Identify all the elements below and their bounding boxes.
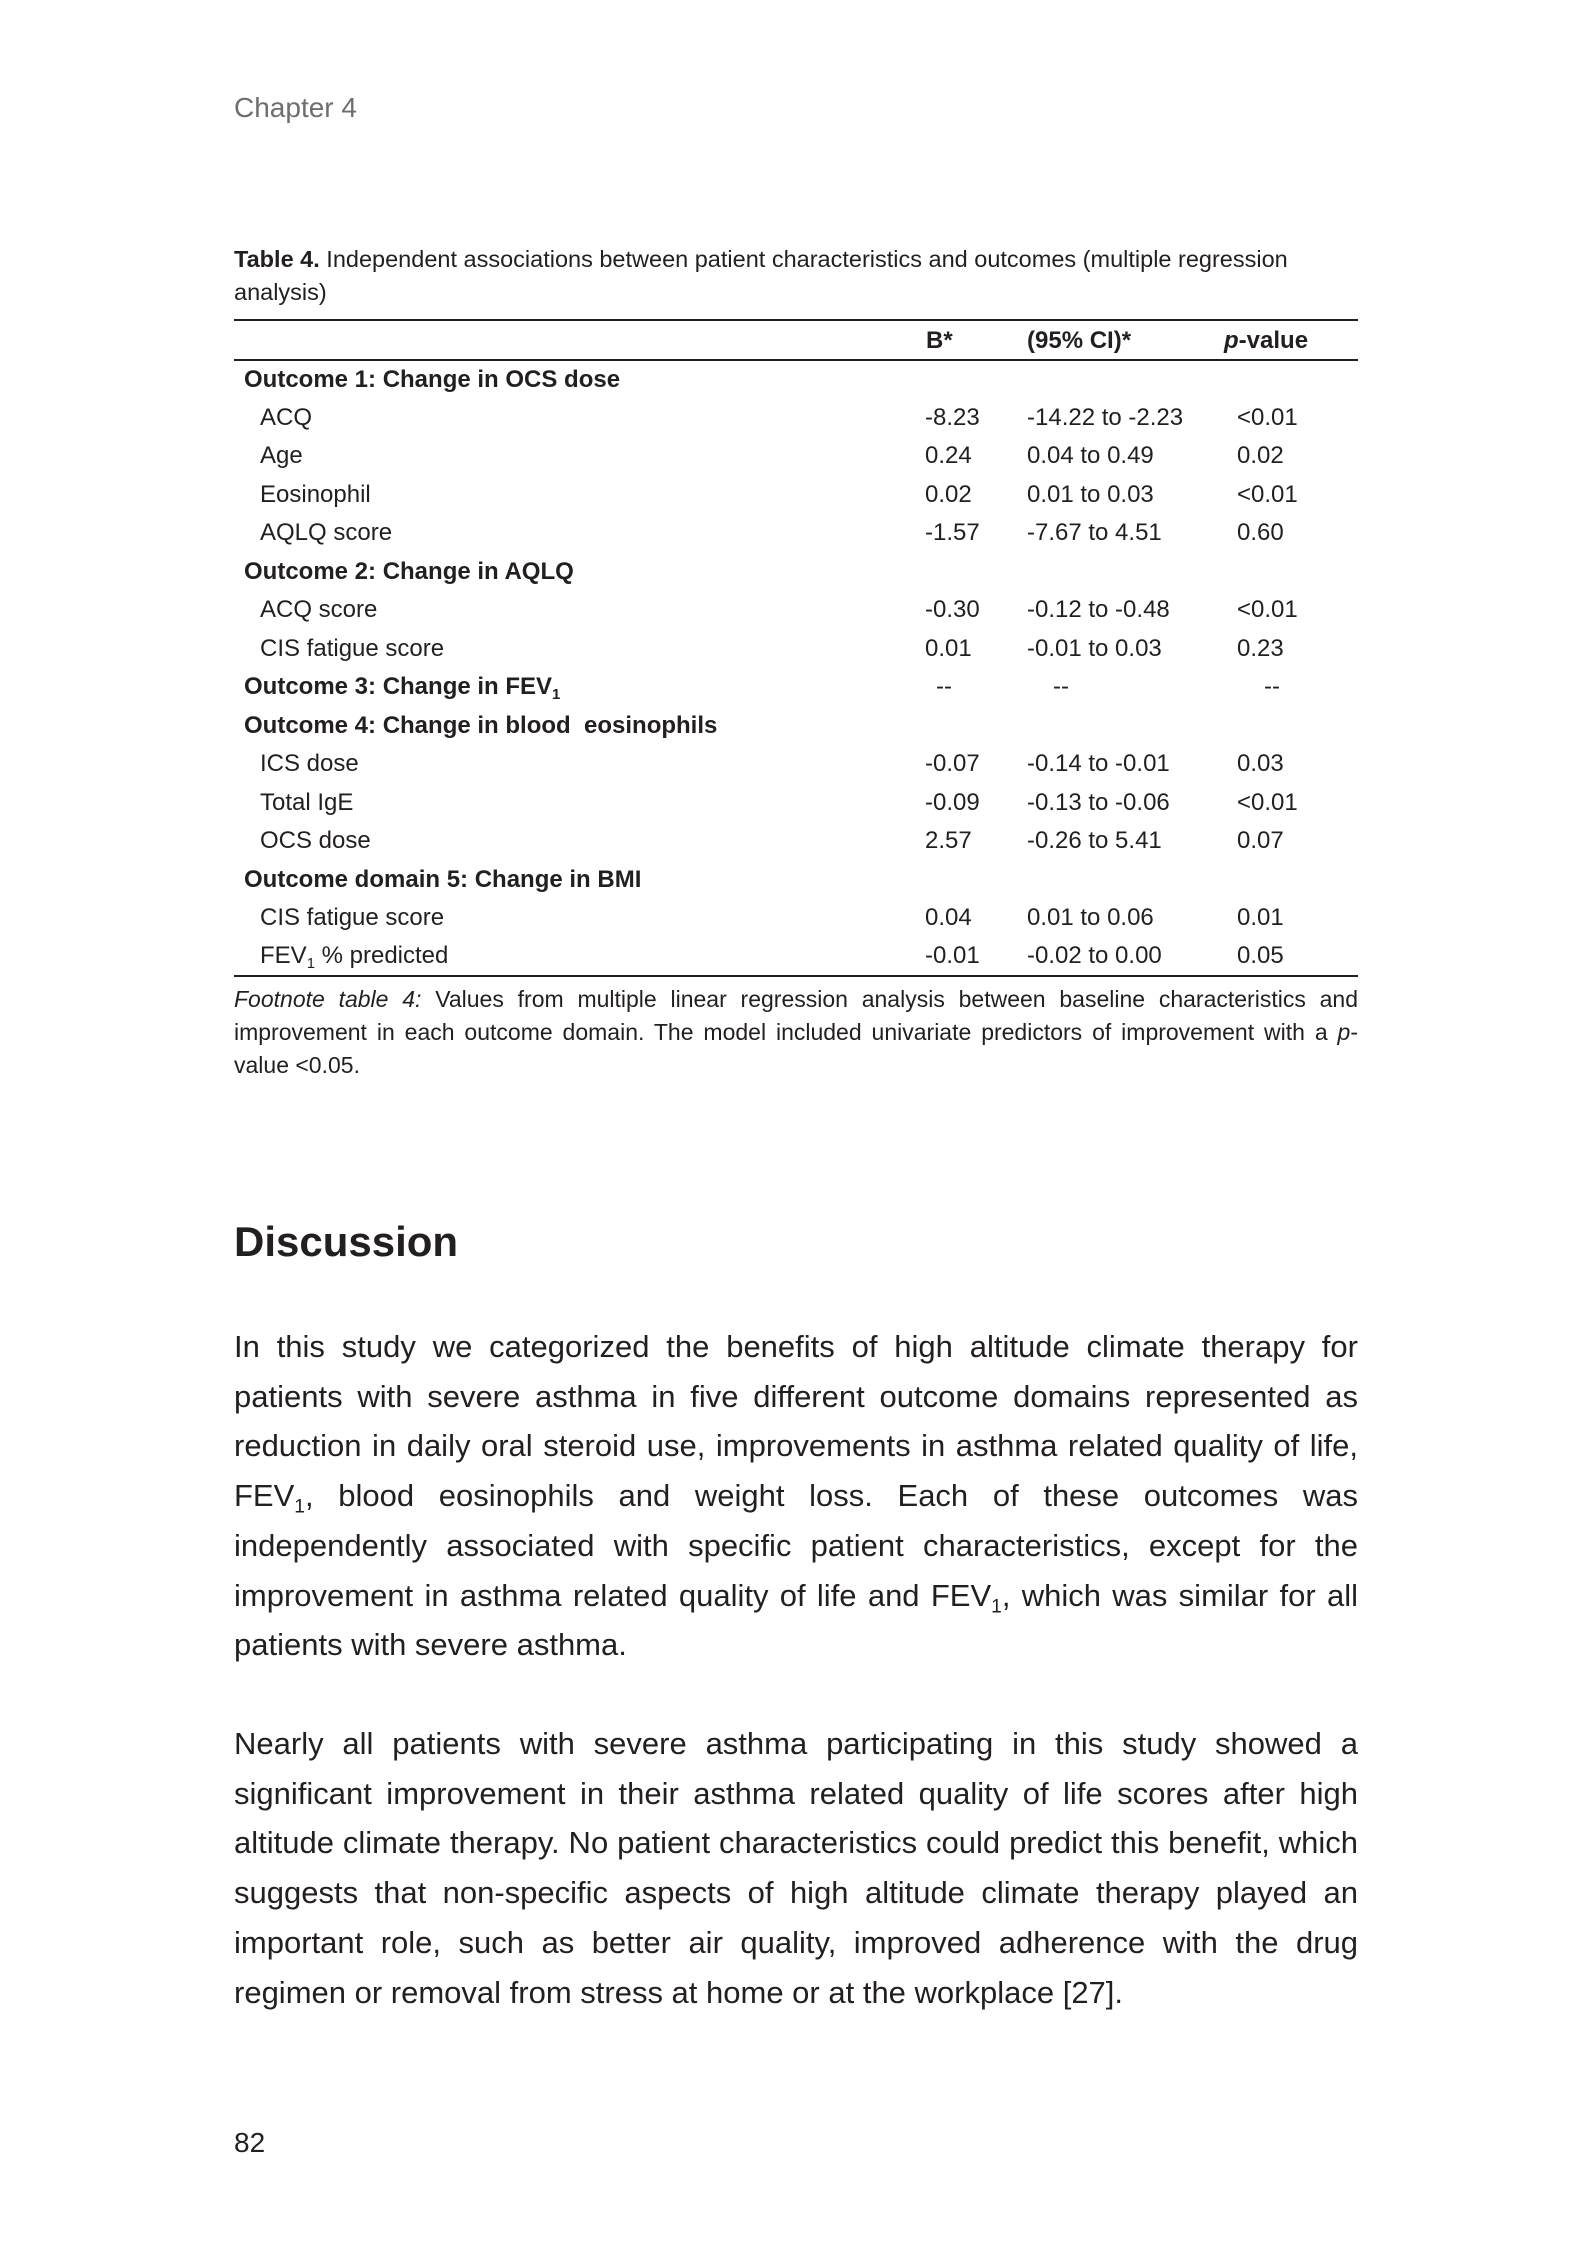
p1-sub-2: 1	[991, 1596, 1002, 1618]
p1-sub-1: 1	[294, 1496, 305, 1518]
footnote-label: Footnote table 4:	[234, 986, 422, 1012]
table-row	[234, 899, 1358, 938]
outcome-3-label	[234, 668, 894, 707]
fev-text: FEV	[260, 942, 307, 970]
header-b: B*	[894, 320, 1015, 360]
table-block	[234, 243, 1358, 1105]
row-b: -0.07	[925, 750, 980, 778]
row-p: 0.02	[1237, 442, 1284, 470]
footnote-text-a: Values from multiple linear regression analysis between baseline characteristics and improvement in each outcome domain. The model included univariate predictors of improvement with a	[234, 986, 1358, 1045]
row-ci: 0.04 to 0.49	[1027, 442, 1154, 470]
row-ci: -0.01 to 0.03	[1027, 634, 1162, 662]
row-label: ICS dose	[260, 750, 359, 778]
row-p: 0.03	[1237, 750, 1284, 778]
row-ci: -0.12 to -0.48	[1027, 596, 1170, 624]
footnote-text-b: -value <0.05.	[234, 1019, 1358, 1078]
table-footnote	[234, 983, 1358, 1082]
table-row	[234, 437, 1358, 476]
p1-text-c: , which was similar for all patients with severe asthma.	[234, 1577, 1358, 1663]
discussion-paragraph-1	[234, 1322, 1358, 1670]
table-caption	[234, 243, 1358, 309]
row-label: ACQ score	[260, 596, 378, 624]
results-table	[234, 319, 1358, 977]
row-b: -0.30	[925, 596, 980, 624]
table-row	[234, 822, 1358, 861]
row-b: 0.01	[925, 634, 972, 662]
header-p-value	[1224, 320, 1358, 360]
outcome-row	[234, 553, 1358, 592]
row-label: CIS fatigue score	[260, 634, 445, 662]
row-ci: -7.67 to 4.51	[1027, 519, 1162, 547]
row-b: 0.04	[925, 904, 972, 932]
outcome-row	[234, 707, 1358, 746]
row-b: -0.09	[925, 788, 980, 816]
fev-sub: 1	[306, 956, 315, 973]
row-b: --	[936, 673, 952, 701]
section-heading-discussion: Discussion	[234, 1218, 459, 1265]
table-row	[234, 745, 1358, 784]
header-p-italic: p	[1224, 327, 1239, 354]
table-row	[234, 630, 1358, 669]
row-p: 0.23	[1237, 634, 1284, 662]
outcome-3-text: Outcome 3: Change in FEV	[244, 673, 553, 701]
row-label: Age	[260, 442, 303, 470]
outcome-4-label: Outcome 4: Change in blood eosinophils	[244, 711, 718, 739]
table-header-row	[234, 320, 1358, 360]
outcome-row	[234, 668, 1358, 707]
table-row	[234, 476, 1358, 515]
row-b: -8.23	[925, 403, 980, 431]
row-b: -0.01	[894, 938, 1015, 977]
row-p: 0.05	[1224, 938, 1358, 977]
table-row	[234, 514, 1358, 553]
table-caption-label: Table 4.	[234, 246, 320, 272]
outcome-1-label: Outcome 1: Change in OCS dose	[244, 365, 621, 393]
row-p: <0.01	[1237, 788, 1298, 816]
table-row	[234, 399, 1358, 438]
row-ci: --	[1053, 673, 1069, 701]
row-ci: -0.26 to 5.41	[1027, 827, 1162, 855]
outcome-3-sub: 1	[552, 687, 561, 704]
running-head: Chapter 4	[234, 92, 357, 123]
row-label: Eosinophil	[260, 480, 371, 508]
row-label: OCS dose	[260, 827, 371, 855]
row-ci: -14.22 to -2.23	[1027, 403, 1184, 431]
table-row	[234, 591, 1358, 630]
table-caption-text: Independent associations between patient characteristics and outcomes (multiple regression analysis)	[234, 246, 1288, 305]
row-label: AQLQ score	[260, 519, 393, 547]
row-ci: 0.01 to 0.03	[1027, 480, 1154, 508]
row-p: 0.60	[1237, 519, 1284, 547]
row-ci: 0.01 to 0.06	[1027, 904, 1154, 932]
outcome-5-label: Outcome domain 5: Change in BMI	[244, 865, 642, 893]
outcome-row	[234, 861, 1358, 900]
row-ci: -0.02 to 0.00	[1015, 938, 1224, 977]
row-b: 0.02	[925, 480, 972, 508]
row-b: 0.24	[925, 442, 972, 470]
discussion-paragraph-2: Nearly all patients with severe asthma participating in this study showed a significant improvement in their asthma related quality of life scores after high altitude climate therapy. No patient characteristics could predict this benefit, which suggests that non-specific aspects of high altitude climate therapy played an important role, such as better air quality, improved adherence with the drug regimen or removal from stress at home or at the workplace [27].	[234, 1726, 1358, 2010]
row-p: <0.01	[1237, 596, 1298, 624]
row-p: <0.01	[1237, 480, 1298, 508]
row-ci: -0.13 to -0.06	[1027, 788, 1170, 816]
p1-text-b: , blood eosinophils and weight loss. Each of these outcomes was independently associated with specific patient characteristics, except for the improvement in asthma related quality of life and FEV	[234, 1478, 1358, 1613]
fev-suffix: % predicted	[314, 942, 449, 970]
row-p: --	[1264, 673, 1280, 701]
outcome-2-label: Outcome 2: Change in AQLQ	[244, 557, 574, 585]
row-ci: -0.14 to -0.01	[1027, 750, 1170, 778]
row-b: 2.57	[925, 827, 972, 855]
p1-text-a: In this study we categorized the benefits of high altitude climate therapy for patients with severe asthma in five different outcome domains represented as reduction in daily oral steroid use, improvements in asthma related quality of life, FEV	[234, 1329, 1358, 1514]
table-row	[234, 938, 1358, 977]
outcome-row	[234, 360, 1358, 399]
table-row	[234, 784, 1358, 823]
page-number: 82	[234, 2127, 266, 2158]
row-label: Total IgE	[260, 788, 354, 816]
row-p: <0.01	[1237, 403, 1298, 431]
header-ci: (95% CI)*	[1015, 320, 1224, 360]
footnote-p-italic: p	[1337, 1019, 1351, 1045]
row-p: 0.07	[1237, 827, 1284, 855]
row-b: -1.57	[925, 519, 980, 547]
header-p-rest: -value	[1238, 327, 1309, 354]
header-variable	[234, 320, 894, 360]
row-label: CIS fatigue score	[260, 904, 445, 932]
row-label-fev	[234, 938, 894, 977]
row-p: 0.01	[1237, 904, 1284, 932]
row-label: ACQ	[260, 403, 313, 431]
